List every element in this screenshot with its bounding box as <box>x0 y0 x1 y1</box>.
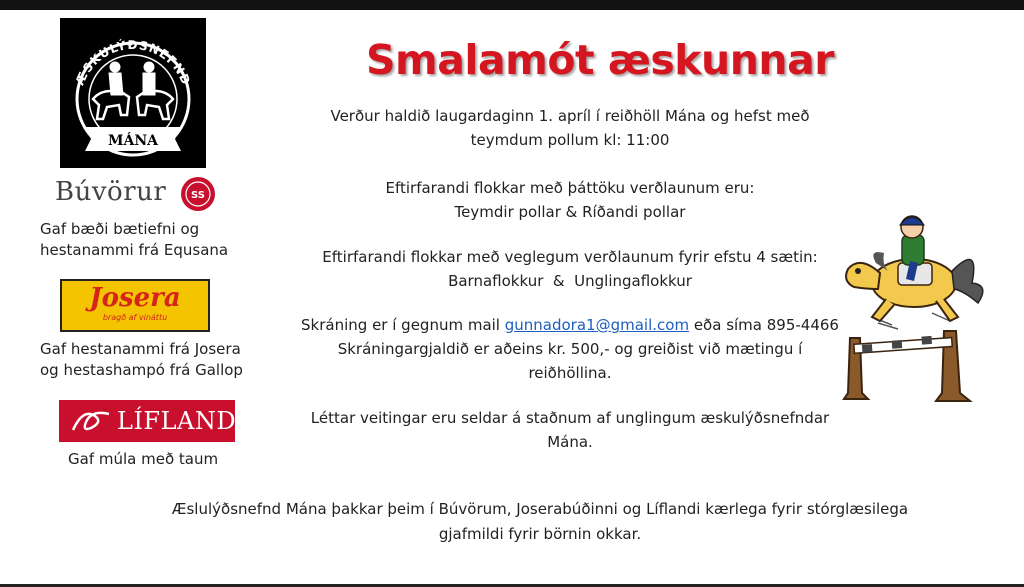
josera-caption-line1: Gaf hestanammi frá Josera <box>40 340 241 358</box>
intro-paragraph <box>290 104 850 152</box>
refreshments-line1: Léttar veitingar eru seldar á staðnum af unglingum æskulýðsnefndar <box>310 409 830 427</box>
josera-caption <box>40 339 280 381</box>
page-title: Smalamót æskunnar <box>366 36 834 84</box>
lifland-logo <box>59 400 235 442</box>
horse-riders-emblem-icon <box>63 23 203 163</box>
buvorur-caption <box>40 219 240 261</box>
registration-line2: Skráningargjaldið er aðeins kr. 500,- og greiðist við mætingu í <box>337 340 803 358</box>
buvorur-caption-line1: Gaf bæði bætiefni og <box>40 220 200 238</box>
josera-logo <box>60 279 210 332</box>
refreshments-line2: Mána. <box>547 433 593 451</box>
josera-name: Josera <box>89 283 181 313</box>
participation-prizes-line2: Teymdir pollar & Ríðandi pollar <box>454 203 686 221</box>
buvorur-seal-text: SS <box>191 190 205 201</box>
email-link[interactable]: gunnadora1@gmail.com <box>504 316 690 334</box>
main-prizes-paragraph <box>290 245 850 293</box>
buvorur-caption-line2: hestanammi frá Equsana <box>40 241 229 259</box>
participation-prizes-paragraph <box>290 176 850 224</box>
buvorur-logo <box>55 175 225 215</box>
registration-prefix: Skráning er í gegnum mail <box>301 316 505 334</box>
registration-line1 <box>290 313 850 337</box>
participation-prizes-line1: Eftirfarandi flokkar með þáttöku verðlaunum eru: <box>385 179 755 197</box>
lifland-caption-line1: Gaf múla með taum <box>68 450 219 468</box>
refreshments-paragraph <box>290 406 850 454</box>
josera-tagline: bragð af vináttu <box>102 313 168 322</box>
lifland-caption <box>68 449 268 470</box>
thanks-footer <box>140 497 940 547</box>
lifland-name: LÍFLAND <box>117 407 237 435</box>
main-prizes-line1: Eftirfarandi flokkar með veglegum verðlaunum fyrir efstu 4 sætin: <box>322 248 818 266</box>
josera-caption-line2: og hestashampó frá Gallop <box>40 361 243 379</box>
registration-suffix: eða síma 895-4466 <box>689 316 839 334</box>
main-prizes-line2: Barnaflokkur & Unglingaflokkur <box>448 272 692 290</box>
lifland-swirl-icon <box>69 406 113 436</box>
logo-arc-text: ÆSKULÝÐSNEFND <box>72 37 194 88</box>
intro-line2: teymdum pollum kl: 11:00 <box>470 131 670 149</box>
registration-line3: reiðhöllina. <box>528 364 612 382</box>
cartoon-pony-jumping-fence-icon <box>832 213 1002 408</box>
registration-paragraph <box>290 313 850 385</box>
top-border <box>0 0 1024 10</box>
logo-banner-text: MÁNA <box>107 133 159 149</box>
mana-youth-logo <box>60 18 206 168</box>
intro-line1: Verður haldið laugardaginn 1. apríl í reiðhöll Mána og hefst með <box>330 107 810 125</box>
thanks-line1: Æslulýðsnefnd Mána þakkar þeim í Búvörum, Joserabúðinni og Líflandi kærlega fyrir stórglæsilega <box>171 500 909 518</box>
thanks-line2: gjafmildi fyrir börnin okkar. <box>438 525 642 543</box>
buvorur-seal-icon <box>179 175 217 213</box>
buvorur-name: Búvörur <box>55 177 167 207</box>
